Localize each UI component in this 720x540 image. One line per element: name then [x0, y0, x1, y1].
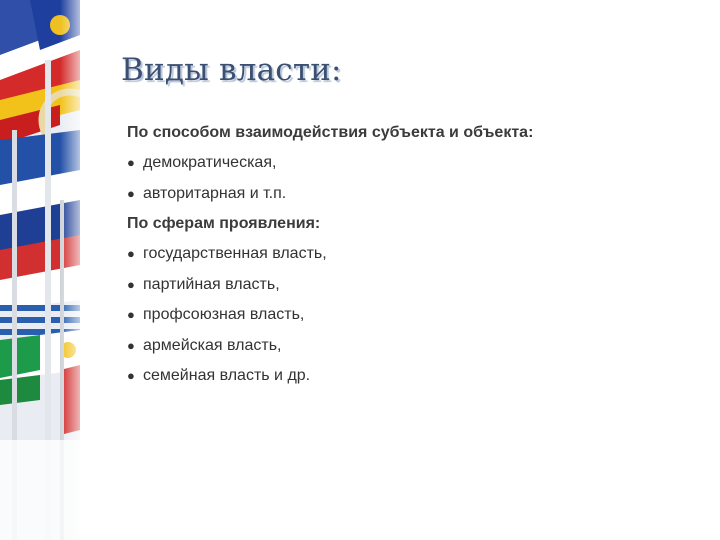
list-item-text: партийная власть, — [143, 275, 280, 293]
bullet-icon: ● — [127, 368, 135, 383]
list-item — [127, 300, 707, 331]
slide-content — [127, 118, 707, 392]
list-item-text: государственная власть, — [143, 245, 327, 262]
section-heading-spheres: По сферам проявления: — [127, 215, 321, 232]
list-item — [127, 179, 707, 210]
list-item-text: авторитарная и т.п. — [143, 184, 287, 202]
list-item — [127, 361, 707, 392]
list-item-text: профсоюзная власть, — [143, 306, 305, 323]
list-item-text: армейская власть, — [143, 336, 282, 354]
list-item — [127, 270, 707, 301]
list-item-text: семейная власть и др. — [143, 367, 311, 384]
flags-decoration-image — [0, 0, 80, 540]
list-item — [127, 148, 707, 179]
bullet-icon: ● — [127, 276, 135, 292]
list-item — [127, 239, 707, 270]
bullet-icon: ● — [127, 246, 135, 261]
bullet-icon: ● — [127, 155, 135, 170]
slide-title: Виды власти: — [121, 52, 342, 88]
list-item — [127, 331, 707, 362]
bullet-icon: ● — [127, 337, 135, 353]
bullet-icon: ● — [127, 185, 135, 201]
list-item-text: демократическая, — [143, 154, 277, 171]
section-heading-interaction: По способом взаимодействия субъекта и объекта: — [127, 124, 534, 141]
bullet-icon: ● — [127, 307, 135, 322]
